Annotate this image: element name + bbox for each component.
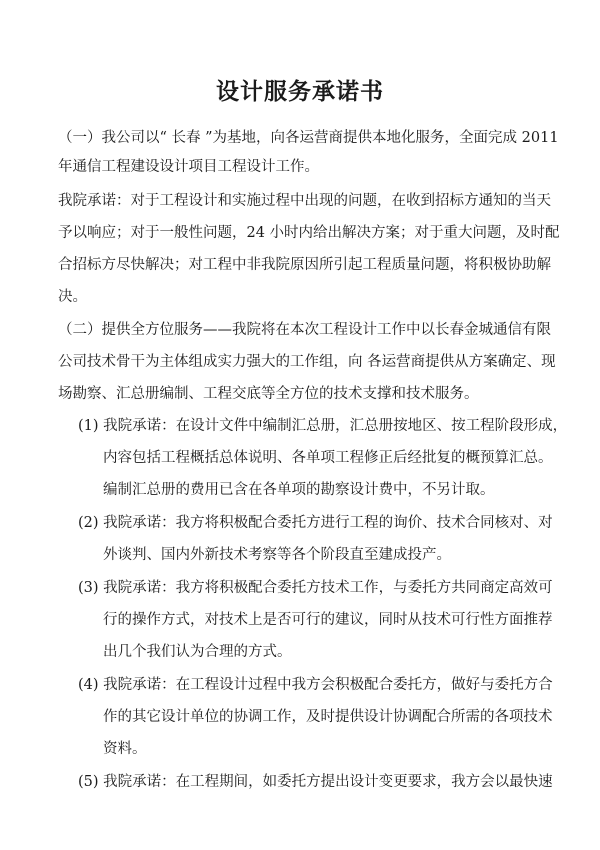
list-item: (2) 我院承诺：我方将积极配合委托方进行工程的询价、技术合同核对、对 [78,515,553,531]
text-line: 决。 [58,289,87,305]
text-line: 合招标方尽快解决；对工程中非我院原因所引起工程质量问题，将积极协助解 [58,257,551,273]
text-line: 出几个我们认为合理的方式。 [103,644,292,660]
document-title: 设计服务承诺书 [216,79,384,105]
text-line: 外谈判、国内外新技术考察等各个阶段直至建成投产。 [103,547,451,563]
text-line: 我院承诺：对于工程设计和实施过程中出现的问题，在收到招标方通知的当天 [58,193,551,209]
list-item: (3) 我院承诺：我方将积极配合委托方技术工作，与委托方共同商定高效可 [78,580,553,596]
text-line: （一）我公司以“ 长春 ”为基地，向各运营商提供本地化服务，全面完成 2011 [58,130,559,146]
text-line: 予以响应；对于一般性问题，24 小时内给出解决方案；对于重大问题，及时配 [58,225,560,241]
list-item: (4) 我院承诺：在工程设计过程中我方会积极配合委托方，做好与委托方合 [78,677,553,693]
list-item: (1) 我院承诺：在设计文件中编制汇总册，汇总册按地区、按工程阶段形成， [78,418,568,434]
text-line: 场勘察、汇总册编制、工程交底等全方位的技术支撑和技术服务。 [58,386,479,402]
text-line: 作的其它设计单位的协调工作，及时提供设计协调配合所需的各项技术 [103,709,553,725]
text-line: 公司技术骨干为主体组成实力强大的工作组，向 各运营商提供从方案确定、现 [58,354,556,370]
list-item: (5) 我院承诺：在工程期间，如委托方提出设计变更要求，我方会以最快速 [78,774,553,790]
text-line: 资料。 [103,741,147,757]
text-line: 内容包括工程概括总体说明、各单项工程修正后经批复的概预算汇总。 [103,450,553,466]
text-line: （二）提供全方位服务——我院将在本次工程设计工作中以长春金城通信有限 [58,322,551,338]
text-line: 行的操作方式，对技术上是否可行的建议，同时从技术可行性方面推荐 [103,612,553,628]
text-line: 年通信工程建设设计项目工程设计工作。 [58,159,319,175]
text-line: 编制汇总册的费用已含在各单项的勘察设计费中，不另计取。 [103,482,495,498]
